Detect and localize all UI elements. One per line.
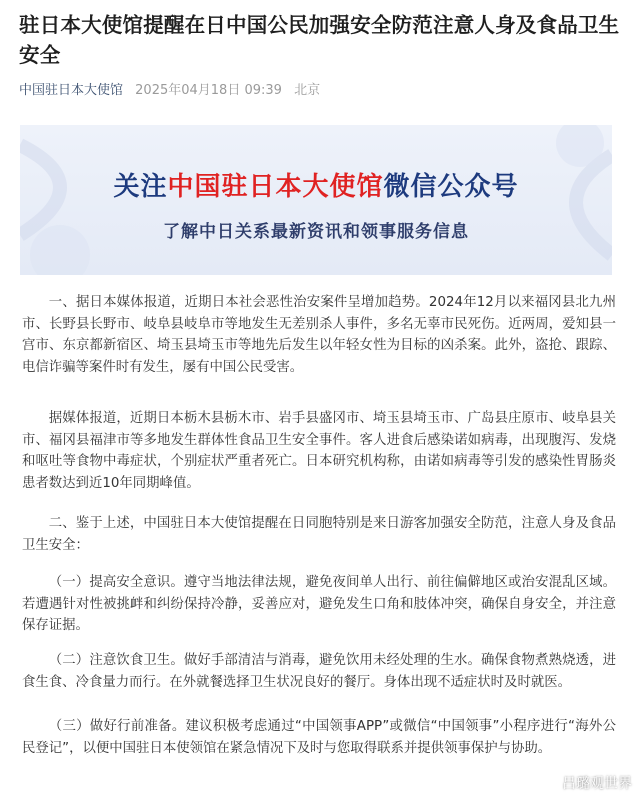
paragraph-4: （一）提高安全意识。遵守当地法律法规，避免夜间单人出行、前往偏僻地区或治安混乱区域。若遭遇针对性被挑衅和纠纷保持冷静，妥善应对，避免发生口角和肢体冲突，确保自身安全，并注意保存证据。 — [22, 575, 616, 633]
watermark: 吕璐观世界 — [562, 776, 632, 792]
promo-banner[interactable] — [20, 125, 612, 275]
article-source[interactable]: 中国驻日本大使馆 — [19, 83, 124, 98]
paragraph-1: 一、据日本媒体报道，近期日本社会恶性治安案件呈增加趋势。2024年12月以来福冈县北九州市、长野县长野市、岐阜县岐阜市等地发生无差别杀人事件，多名无辜市民死伤。近两周，爱知县一宫市、东京都新宿区、埼玉县埼玉市等地先后发生以年轻女性为目标的凶杀案。此外，盗抢、跟踪、电信诈骗等案件时有发生，屡有中国公民受害。 — [22, 295, 616, 375]
banner-headline-prefix: 关注 — [113, 172, 168, 202]
banner-headline — [20, 166, 612, 203]
article-meta — [19, 79, 320, 98]
paragraph-2: 据媒体报道，近期日本栃木县栃木市、岩手县盛冈市、埼玉县埼玉市、广岛县庄原市、岐阜县关市、福冈县福津市等多地发生群体性食品卫生安全事件。客人进食后感染诺如病毒，出现腹泻、发烧和呕吐等食物中毒症状，个别症状严重者死亡。日本研究机构称，由诺如病毒等引发的感染性胃肠炎患者数达到近10年同期峰值。 — [22, 411, 616, 491]
paragraph-5: （二）注意饮食卫生。做好手部清洁与消毒，避免饮用未经处理的生水。确保食物煮熟烧透，进食生食、冷食量力而行。在外就餐选择卫生状况良好的餐厅。身体出现不适症状时及时就医。 — [22, 653, 616, 690]
paragraph-6: （三）做好行前准备。建议积极考虑通过“中国领事APP”或微信“中国领事”小程序进行“海外公民登记”，以便中国驻日本使领馆在紧急情况下及时与您取得联系并提供领事保护与协助。 — [22, 719, 616, 756]
article-datetime: 2025年04月18日 09:39 — [135, 83, 282, 98]
banner-headline-suffix: 微信公众号 — [383, 172, 519, 202]
article-title: 驻日本大使馆提醒在日中国公民加强安全防范注意人身及食品卫生安全 — [19, 13, 620, 67]
banner-subheadline: 了解中日关系最新资讯和领事服务信息 — [163, 222, 469, 242]
article-location: 北京 — [294, 83, 321, 98]
banner-headline-highlight: 中国驻日本大使馆 — [167, 172, 384, 202]
paragraph-3: 二、鉴于上述，中国驻日本大使馆提醒在日同胞特别是来日游客加强安全防范，注意人身及食品卫生安全： — [22, 516, 616, 553]
